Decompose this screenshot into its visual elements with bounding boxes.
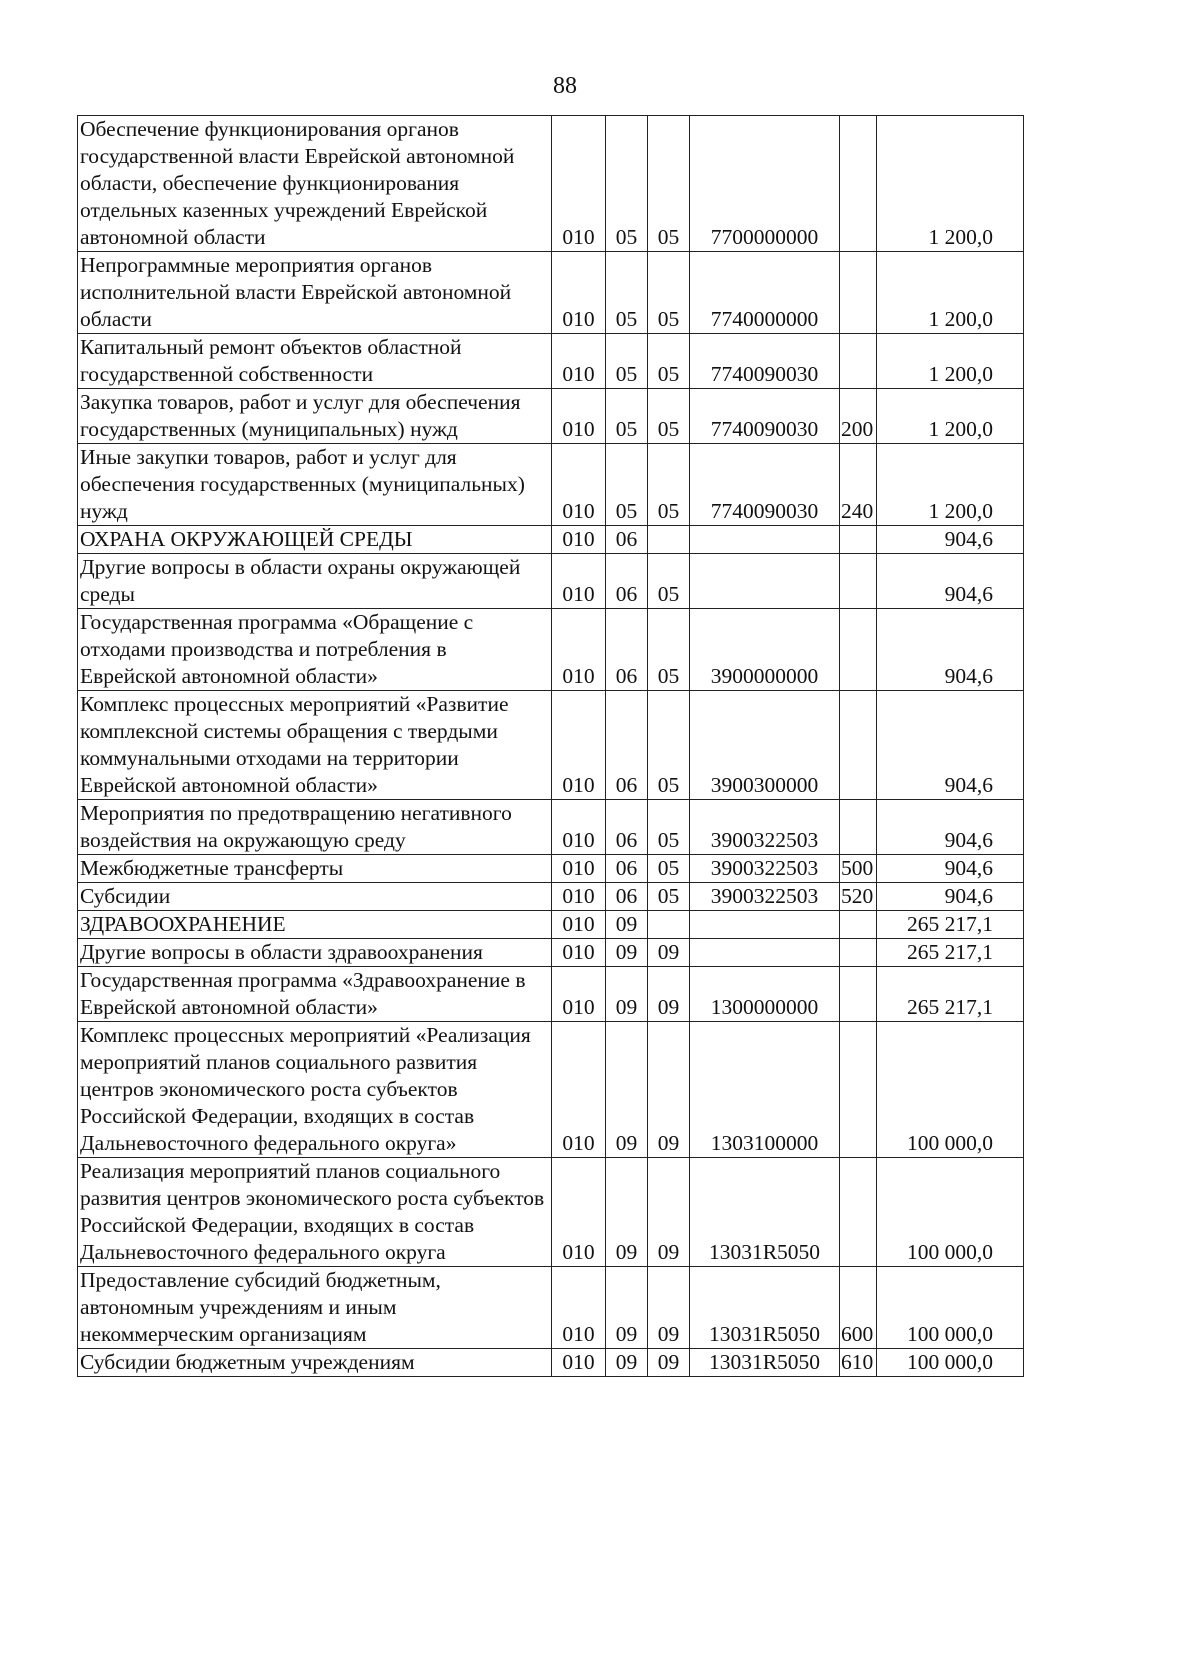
target-article-cell: 7740090030 <box>690 389 840 444</box>
target-article-cell: 13031R5050 <box>690 1349 840 1377</box>
amount-cell: 265 217,1 <box>877 939 1024 967</box>
subsection-code-cell: 05 <box>648 883 690 911</box>
grbs-code-cell: 010 <box>552 252 606 334</box>
expense-type-cell <box>840 967 877 1022</box>
table-row <box>78 252 1024 334</box>
row-name-cell: Комплекс процессных мероприятий «Развитие комплексной системы обращения с твердыми коммунальными отходами на территории Еврейской автономной области» <box>78 691 552 800</box>
grbs-code-cell: 010 <box>552 1158 606 1267</box>
row-name-cell: Межбюджетные трансферты <box>78 855 552 883</box>
target-article-cell: 7700000000 <box>690 116 840 252</box>
table-row <box>78 609 1024 691</box>
section-code-cell: 06 <box>606 691 648 800</box>
grbs-code-cell: 010 <box>552 939 606 967</box>
amount-cell: 1 200,0 <box>877 116 1024 252</box>
expense-type-cell: 610 <box>840 1349 877 1377</box>
expense-type-cell <box>840 939 877 967</box>
row-name-cell: Предоставление субсидий бюджетным, автономным учреждениям и иным некоммерческим организациям <box>78 1267 552 1349</box>
section-code-cell: 09 <box>606 967 648 1022</box>
expense-type-cell: 520 <box>840 883 877 911</box>
section-code-cell: 06 <box>606 883 648 911</box>
amount-cell: 904,6 <box>877 609 1024 691</box>
grbs-code-cell: 010 <box>552 444 606 526</box>
section-code-cell: 09 <box>606 1158 648 1267</box>
expense-type-cell <box>840 116 877 252</box>
grbs-code-cell: 010 <box>552 967 606 1022</box>
amount-cell: 904,6 <box>877 855 1024 883</box>
row-name-cell: Государственная программа «Здравоохранение в Еврейской автономной области» <box>78 967 552 1022</box>
expense-type-cell <box>840 911 877 939</box>
target-article-cell: 13031R5050 <box>690 1267 840 1349</box>
table-row <box>78 554 1024 609</box>
row-name-cell: Иные закупки товаров, работ и услуг для обеспечения государственных (муниципальных) нужд <box>78 444 552 526</box>
amount-cell: 1 200,0 <box>877 444 1024 526</box>
row-name-cell: Закупка товаров, работ и услуг для обеспечения государственных (муниципальных) нужд <box>78 389 552 444</box>
section-code-cell: 05 <box>606 252 648 334</box>
expense-type-cell <box>840 691 877 800</box>
table-row <box>78 800 1024 855</box>
grbs-code-cell: 010 <box>552 883 606 911</box>
row-name-cell: Субсидии бюджетным учреждениям <box>78 1349 552 1377</box>
row-name-cell: Обеспечение функционирования органов государственной власти Еврейской автономной области, обеспечение функционирования отдельных казенных учреждений Еврейской автономной области <box>78 116 552 252</box>
table-row <box>78 1267 1024 1349</box>
section-code-cell: 09 <box>606 911 648 939</box>
grbs-code-cell: 010 <box>552 691 606 800</box>
expense-type-cell: 240 <box>840 444 877 526</box>
section-code-cell: 09 <box>606 1349 648 1377</box>
expense-type-cell <box>840 526 877 554</box>
subsection-code-cell: 05 <box>648 609 690 691</box>
target-article-cell: 7740000000 <box>690 252 840 334</box>
amount-cell: 904,6 <box>877 883 1024 911</box>
target-article-cell: 7740090030 <box>690 334 840 389</box>
section-code-cell: 09 <box>606 1022 648 1158</box>
subsection-code-cell: 09 <box>648 967 690 1022</box>
subsection-code-cell: 05 <box>648 800 690 855</box>
budget-table-body <box>78 116 1024 1377</box>
section-code-cell: 05 <box>606 116 648 252</box>
section-code-cell: 09 <box>606 939 648 967</box>
section-code-cell: 05 <box>606 334 648 389</box>
target-article-cell: 3900000000 <box>690 609 840 691</box>
subsection-code-cell <box>648 911 690 939</box>
row-name-cell: Государственная программа «Обращение с отходами производства и потребления в Еврейской автономной области» <box>78 609 552 691</box>
grbs-code-cell: 010 <box>552 116 606 252</box>
target-article-cell: 3900300000 <box>690 691 840 800</box>
target-article-cell: 7740090030 <box>690 444 840 526</box>
section-code-cell: 05 <box>606 389 648 444</box>
table-row <box>78 389 1024 444</box>
grbs-code-cell: 010 <box>552 800 606 855</box>
amount-cell: 904,6 <box>877 691 1024 800</box>
subsection-code-cell: 05 <box>648 855 690 883</box>
table-row <box>78 1022 1024 1158</box>
subsection-code-cell: 05 <box>648 444 690 526</box>
section-code-cell: 06 <box>606 526 648 554</box>
subsection-code-cell: 09 <box>648 1022 690 1158</box>
grbs-code-cell: 010 <box>552 1267 606 1349</box>
table-row <box>78 691 1024 800</box>
subsection-code-cell: 09 <box>648 1267 690 1349</box>
row-name-cell: Другие вопросы в области здравоохранения <box>78 939 552 967</box>
row-name-cell: Другие вопросы в области охраны окружающей среды <box>78 554 552 609</box>
row-name-cell: Комплекс процессных мероприятий «Реализация мероприятий планов социального развития центров экономического роста субъектов Российской Федерации, входящих в состав Дальневосточного федерального округа» <box>78 1022 552 1158</box>
subsection-code-cell: 05 <box>648 334 690 389</box>
expense-type-cell: 500 <box>840 855 877 883</box>
section-code-cell: 09 <box>606 1267 648 1349</box>
grbs-code-cell: 010 <box>552 334 606 389</box>
subsection-code-cell: 09 <box>648 1349 690 1377</box>
target-article-cell <box>690 554 840 609</box>
expense-type-cell <box>840 609 877 691</box>
amount-cell: 1 200,0 <box>877 334 1024 389</box>
amount-cell: 904,6 <box>877 526 1024 554</box>
expense-type-cell <box>840 252 877 334</box>
amount-cell: 100 000,0 <box>877 1349 1024 1377</box>
subsection-code-cell: 05 <box>648 116 690 252</box>
row-name-cell: ОХРАНА ОКРУЖАЮЩЕЙ СРЕДЫ <box>78 526 552 554</box>
section-code-cell: 06 <box>606 554 648 609</box>
expense-type-cell: 200 <box>840 389 877 444</box>
target-article-cell: 3900322503 <box>690 883 840 911</box>
section-code-cell: 06 <box>606 855 648 883</box>
target-article-cell <box>690 526 840 554</box>
amount-cell: 904,6 <box>877 800 1024 855</box>
subsection-code-cell: 09 <box>648 1158 690 1267</box>
target-article-cell: 3900322503 <box>690 800 840 855</box>
table-row <box>78 883 1024 911</box>
table-row <box>78 939 1024 967</box>
amount-cell: 1 200,0 <box>877 252 1024 334</box>
subsection-code-cell: 05 <box>648 252 690 334</box>
expense-type-cell <box>840 334 877 389</box>
subsection-code-cell: 05 <box>648 554 690 609</box>
table-row <box>78 444 1024 526</box>
subsection-code-cell: 05 <box>648 691 690 800</box>
section-code-cell: 06 <box>606 800 648 855</box>
row-name-cell: Мероприятия по предотвращению негативного воздействия на окружающую среду <box>78 800 552 855</box>
expense-type-cell <box>840 1022 877 1158</box>
page-number: 88 <box>553 73 577 99</box>
grbs-code-cell: 010 <box>552 1022 606 1158</box>
grbs-code-cell: 010 <box>552 1349 606 1377</box>
target-article-cell: 1303100000 <box>690 1022 840 1158</box>
row-name-cell: ЗДРАВООХРАНЕНИЕ <box>78 911 552 939</box>
amount-cell: 100 000,0 <box>877 1267 1024 1349</box>
table-row <box>78 116 1024 252</box>
grbs-code-cell: 010 <box>552 526 606 554</box>
row-name-cell: Субсидии <box>78 883 552 911</box>
grbs-code-cell: 010 <box>552 855 606 883</box>
target-article-cell: 13031R5050 <box>690 1158 840 1267</box>
subsection-code-cell: 09 <box>648 939 690 967</box>
row-name-cell: Реализация мероприятий планов социального развития центров экономического роста субъектов Российской Федерации, входящих в состав Дальневосточного федерального округа <box>78 1158 552 1267</box>
table-row <box>78 967 1024 1022</box>
subsection-code-cell <box>648 526 690 554</box>
target-article-cell <box>690 911 840 939</box>
target-article-cell: 3900322503 <box>690 855 840 883</box>
grbs-code-cell: 010 <box>552 911 606 939</box>
grbs-code-cell: 010 <box>552 554 606 609</box>
expense-type-cell <box>840 554 877 609</box>
table-row <box>78 1349 1024 1377</box>
amount-cell: 100 000,0 <box>877 1158 1024 1267</box>
amount-cell: 1 200,0 <box>877 389 1024 444</box>
table-row <box>78 911 1024 939</box>
row-name-cell: Капитальный ремонт объектов областной государственной собственности <box>78 334 552 389</box>
table-row <box>78 526 1024 554</box>
grbs-code-cell: 010 <box>552 389 606 444</box>
amount-cell: 100 000,0 <box>877 1022 1024 1158</box>
table-row <box>78 334 1024 389</box>
expense-type-cell <box>840 1158 877 1267</box>
table-row <box>78 855 1024 883</box>
expense-type-cell <box>840 800 877 855</box>
expense-type-cell: 600 <box>840 1267 877 1349</box>
target-article-cell: 1300000000 <box>690 967 840 1022</box>
amount-cell: 904,6 <box>877 554 1024 609</box>
table-row <box>78 1158 1024 1267</box>
subsection-code-cell: 05 <box>648 389 690 444</box>
row-name-cell: Непрограммные мероприятия органов исполнительной власти Еврейской автономной области <box>78 252 552 334</box>
target-article-cell <box>690 939 840 967</box>
section-code-cell: 06 <box>606 609 648 691</box>
budget-table <box>77 115 1024 1377</box>
grbs-code-cell: 010 <box>552 609 606 691</box>
amount-cell: 265 217,1 <box>877 911 1024 939</box>
section-code-cell: 05 <box>606 444 648 526</box>
amount-cell: 265 217,1 <box>877 967 1024 1022</box>
